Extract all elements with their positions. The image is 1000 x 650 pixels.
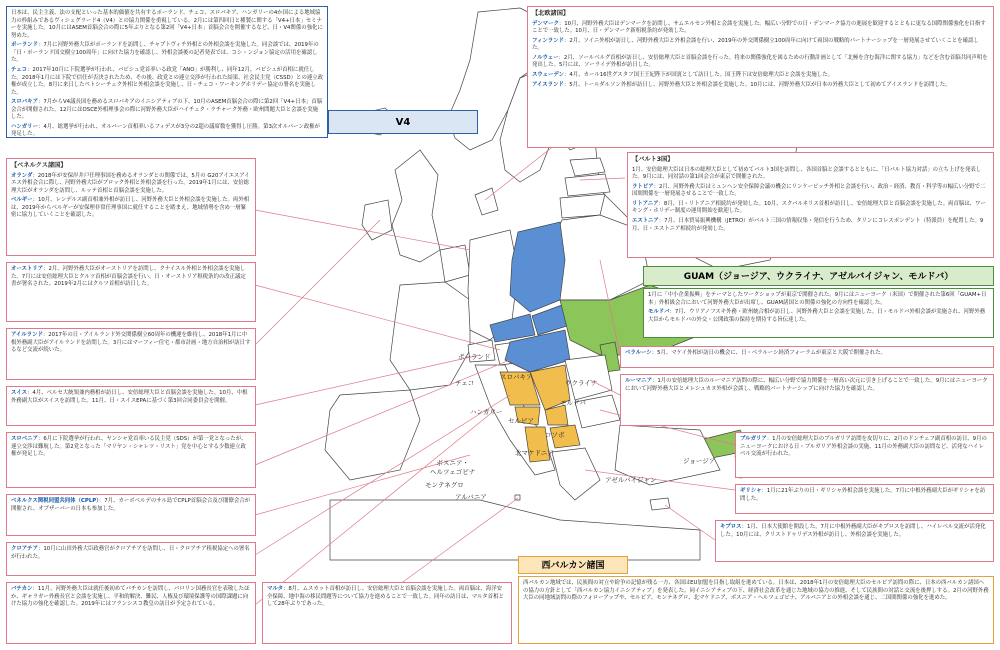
cyprus-box bbox=[715, 520, 994, 562]
swiss-text: ：4月、ベルセ大統領兼内務相が訪日し、安倍総理大臣と首脳会談を実施した。10月、中根外務副大臣がスイスを訪問した。11月、日・スイスEPAに基づく第3回合同委員会を開催。 bbox=[11, 390, 248, 404]
map-label-moldova: モルドバ bbox=[560, 399, 586, 407]
country-poland bbox=[510, 222, 565, 312]
cplp-country: ベネルクス関税同盟共同体（CPLP） bbox=[11, 498, 99, 504]
vatican-box bbox=[6, 582, 256, 644]
nordic-item-text: ：2月、ソイニ外相が訪日し、河野外務大臣と外相会談を行い、2019年の外交関係樹立100周年に向けて両国の戦略的パートナーシップを一層発展させていくことを確認した。 bbox=[532, 37, 979, 52]
benelux-header: 【ベネルクス諸国】 bbox=[11, 162, 67, 169]
guam-intro: 1月に「中小企業振興」をテーマとしたワークショップが東京で開催された。9月にはニューヨーク（米国）で開催された第6回「GUAM+日本」外相級会合において河野外務大臣が出席し、GUAM諸国との関係の強化の方向性を確認した。 bbox=[648, 292, 987, 306]
map-label-albania: アルバニア bbox=[455, 493, 487, 501]
v4-intro: 日本は、民主主義、法の支配といった基本的価値を共有するポーランド、チェコ、スロバキア、ハンガリーの4か国による地域協力の枠組みであるヴィシェグラード4（V4）との協力関係を重視している。2月には第四回日と種製に関する「V4+日本」セミナーを実施した。10月にはASEM首脳会合の際に5年ぶりとなる第2回「V4+日本」首脳会合を開催するなど、日・V4関係の強化に努めた。 bbox=[11, 10, 323, 39]
cplp-box bbox=[6, 494, 256, 536]
baltic-intro: 1月、安倍総理大臣は日本の総理大臣として初めてバルト3国を訪問し、各国首脳と会談するとともに、「日バルト協力対話」の立ち上げを発表した。9月には、同対話の第1回会合が東京で開催された。 bbox=[632, 166, 982, 181]
v4-item-country: チェコ bbox=[11, 66, 28, 73]
v4-item-text: ：2017年10月に下院選挙が行われ、バビシュ党首率いる政党「ANO」が勝利し、同年12月、バビシュが首相に就任した。2018年1月には下院で信任が否決されたため、その後、政党との連立交渉が行われた結果、社会民主党（CSSD）との連立政権が成立した。8月に来日したペトシーチェク外相と外相会談を実施し、日・チェコ・ワーキングホリデー協定の署名を実施した。 bbox=[11, 66, 324, 96]
slovenia-text: ：6月に下院選挙が行われ、ヤンシャ党首率いる民主党（SDS）が第一党となったが、連立交渉は難航した。第2党となった「マリヤン・シャレツ・リスト」党を中心とする少数連立政権が発足した。 bbox=[11, 436, 247, 458]
country-ireland bbox=[362, 200, 392, 240]
cyprus-country: キプロス bbox=[720, 524, 742, 530]
nordic-item-text: ：10月、河野外務大臣はデンマークを訪問し、サムエルセン外相と会談を実施した。幅広い分野での日・デンマーク協力の進展を歓迎するとともに更なる国際関係強化を目指すことで一致した。10月、日・デンマーク新租税条約が発効した。 bbox=[532, 20, 986, 35]
country-spain-portugal bbox=[325, 390, 420, 480]
malta-box bbox=[262, 582, 512, 644]
belarus-country: ベラルーシ bbox=[625, 350, 652, 356]
ireland-country: アイルランド bbox=[11, 332, 43, 338]
baltic-header: 【バルト3国】 bbox=[632, 156, 674, 163]
v4-item-country: スロバキア bbox=[11, 99, 38, 106]
nordic-item-country: フィンランド bbox=[532, 37, 564, 44]
country-france bbox=[390, 282, 470, 390]
belarus-text: ：5月、マケイ外相が訪日の機会に、日・ベラルーシ経済フォーラムが東京と大阪で開催された。 bbox=[651, 350, 886, 356]
baltic-item-country: エストニア bbox=[632, 218, 659, 225]
guam-tag: GUAM（ジョージア、ウクライナ、アゼルバイジャン、モルドバ） bbox=[643, 266, 994, 286]
benelux-item-text: ：2018年が安保岸井戸任理事国を務めるオランダとの関係では、5月の G20アイエスアイエス外相会合に際し、河野外務大臣がブロック外相と外相会談を行った。2019年1月には、安倍総理大臣がオランダを訪問し、ルッテ首相と首脳会談を実施した。 bbox=[11, 172, 250, 194]
balkans-box bbox=[518, 576, 994, 644]
benelux-item-text: ：10月、レンデルス副首相兼外相が訪日し、河野外務大臣と外相会談を実施した。両外相は、2019年からベルギーが安保理非常任理事国に就任することを踏まえ、地域情勢を含め一層緊密に協力していくことを確認した。 bbox=[11, 197, 250, 219]
austria-country: オーストリア bbox=[11, 266, 44, 272]
balkans-text: 西バルカン地域では、民族間の対立や紛争の記憶が残る一方、各国はEU加盟を目指し取組を進めている。日本は、2018年1月の安倍総理大臣のセルビア訪問の際に、日本の西バルカン諸国への協力の方針として「西バルカン協力イニシアティブ」を発表した。同イニシアティブの下、経済社会改革を通じた地域の協力の推進、そして民族間の対話と交流を後押しする。2月の河野外務大臣の同地域訪問の際のフォローアップや、セルビア、モンテネグロ、北マケドニア、ボスニア・ヘルツェゴビナ、アルバニアとの外相会談を通じ、二国間関係の強化を進めた。 bbox=[523, 580, 989, 602]
baltic-item-text: ：2月、河野外務大臣はミュンヘン安全保障会議の機会にリンケービッチ外相と会談を行い、政治・経済、教育・科学等の幅広い分野で二国間関係を一層発展させることで一致した。 bbox=[632, 183, 986, 198]
v4-item-text: ：7月からV4議長国を務めるスロバキアのイニシアティブの下、10月のASEM首脳会合の際に第2回「V4+日本」首脳会合が開催された。12月にはOSCE外相理事会の際に河野外務大臣がハイチェク・ラチャーク外務・欧州問題大臣と会談を実施した。 bbox=[11, 99, 323, 121]
belarus-box bbox=[620, 346, 994, 368]
swiss-box bbox=[6, 386, 256, 426]
benelux-item-country: オランダ bbox=[11, 172, 33, 179]
country-denmark bbox=[475, 188, 498, 215]
country-greece bbox=[552, 448, 600, 500]
slovenia-country: スロベニア bbox=[11, 436, 38, 442]
guam-box bbox=[643, 288, 994, 338]
v4-item-text: ：4月、総選挙が行われ、オルバーン首相率いるフィデスが3分の2超の議席数を獲得し圧勝。第3次オルバーン政権が発足した。 bbox=[11, 123, 320, 138]
cplp-text: ：7月、カーボベルデのサル島でCPLP首脳会合及び閣僚会合が開催され、オブザーバーの日本も参加した。 bbox=[11, 498, 251, 512]
nordic-item-text: ：2月、ソールベルグ首相が訪日し、安倍総理大臣と首脳会談を行った。将来の関係強化を図るための行動計画として「北極を含む海洋に関する協力」などを含む首脳共同声明を発出した。5月には、ソーライデ外相が訪日した。 bbox=[532, 54, 988, 69]
ireland-text: ：2017年の日・アイルランド外交関係樹立60周年の機運を維持し、2018年1月に中根外務副大臣がアイルランドを訪問した。3月にはマーフィー住宅・都市計画・地方自治相が訪日するなど交流が続いた。 bbox=[11, 332, 251, 354]
baltic-item-country: ラトビア bbox=[632, 183, 654, 190]
guam-item-text: ：7月、ウリアノフスキ外務・欧州統合相が訪日し、河野外務大臣と会談を実施した。日・モルドバ外相会談が実施され、河野外務大臣からモルドバの外交・公開政策の保持を期待する旨伝達した。 bbox=[648, 309, 986, 323]
austria-text: ：2月、河野外務大臣がオーストリアを訪問し、クナイスル外相と外相会談を実施した。7月には安倍総理大臣とクルツ首相が首脳会談を行い、日・オーストリア租税条約の改正議定書が署名された。2019年2月にはクルツ首相が訪日した。 bbox=[11, 266, 246, 288]
cyprus-text: ：1月、日本大使館を開設した。7月に中根外務副大臣がキプロスを訪問し、ハイレベル交流が活発化した。10月には、クリストドゥリデス外相が訪日し、外相会談を実施した。 bbox=[720, 524, 986, 538]
malta-text: ：8月、ムスカット首相が訪日し、安倍総理大臣と首脳会談を実施した。両首脳は、海洋安全保障、地中海の移民問題等について協力を進めることで一致した。同年の訪日は、マルタ首相として28年ぶりであった。 bbox=[267, 586, 504, 608]
map-label-ukraine: ウクライナ bbox=[565, 379, 598, 387]
nordic-box bbox=[527, 6, 994, 148]
nordic-item-country: デンマーク bbox=[532, 20, 559, 27]
nordic-item-country: アイスランド bbox=[532, 81, 564, 88]
slovenia-box bbox=[6, 432, 256, 488]
v4-tag: V4 bbox=[328, 110, 478, 134]
romania-text: ：1月の安倍総理大臣のルーマニア訪問の際に、幅広い分野で協力関係を一層高い次元に引き上げることで一致した。9月にはニューヨークにおいて河野外務大臣とメレシュカヌ外相が会談し、戦略的パートナーシップに向けた協力を確認した。 bbox=[625, 378, 988, 392]
country-latvia bbox=[565, 174, 610, 196]
map-label-hungary: ハンガリー bbox=[470, 408, 503, 416]
v4-item-country: ポーランド bbox=[11, 42, 38, 49]
map-label-serbia: セルビア bbox=[508, 417, 534, 425]
map-label-azerbaijan: アゼルバイジャン bbox=[605, 476, 657, 484]
greece-box bbox=[735, 484, 994, 514]
vatican-country: バチカン bbox=[11, 586, 33, 592]
country-netherlands-belgium bbox=[440, 245, 470, 282]
north-africa bbox=[330, 500, 700, 560]
romania-box bbox=[620, 374, 994, 426]
croatia-box bbox=[6, 542, 256, 576]
vatican-text: ：11月、河野外務大臣は就任後初めてバチカンを訪問し、パロリン国務長官を表敬したほか、ギャラガー外務長官と会談を実施し、平和的解決、難民、人権及び環境保護等の国際課題に向けた協力の強化を確認した。2019年にはフランシスコ教皇の訪日が予定されている。 bbox=[11, 586, 250, 608]
v4-box bbox=[6, 6, 328, 138]
benelux-item-country: ベルギー bbox=[11, 197, 33, 204]
baltic-box bbox=[627, 152, 994, 258]
greece-country: ギリシャ bbox=[740, 488, 762, 494]
nordic-item-country: ノルウェー bbox=[532, 54, 559, 61]
map-label-montenegro: モンテネグロ bbox=[425, 481, 464, 489]
baltic-item-country: リトアニア bbox=[632, 200, 659, 207]
ireland-box bbox=[6, 328, 256, 380]
austria-box bbox=[6, 262, 256, 322]
country-cyprus bbox=[650, 498, 670, 510]
croatia-text: ：10月に山田外務大臣政務官がクロアチアを訪問し、日・クロアチア租税協定への署名が行われた。 bbox=[11, 546, 250, 560]
map-label-bosnia: ボスニア・ ヘルツェゴビナ bbox=[430, 459, 476, 476]
guam-item-country: モルドバ bbox=[648, 309, 670, 316]
map-label-macedonia: 北マケドニア bbox=[515, 449, 554, 457]
greece-text: ：1月に21年ぶりの日・ギリシャ外相会談を実施した。7月に中根外務副大臣がギリシャを訪問した。 bbox=[740, 488, 986, 502]
bulgaria-text: ：1月の安倍総理大臣のブルガリア訪問を皮切りに、2月のドンチェフ副首相の訪日、9月のニューヨークにおける日・ブルガリア外相会談の実施、11月の外務副大臣の訪問など、活発なハイレベル交流が行われた。 bbox=[740, 436, 987, 458]
baltic-item-text: ：8月、日・リトアニア相続約が発効した。10月、スクバルネリス首相が訪日し、安倍総理大臣と首脳会談を実施した。両首脳は、ワーキング・ホリデー制度の運用開始を歓迎した。 bbox=[632, 200, 986, 215]
croatia-country: クロアチア bbox=[11, 546, 38, 552]
map-label-kosovo: コソボ bbox=[545, 431, 565, 439]
baltic-item-text: ：7月、日本貿易振興機構（JETRO）がバルト三国の情報収集・発信を行うため、タリンにコレスポンデント（特派員）を配置した。9月、日・エストニア相続約が発効した。 bbox=[632, 218, 984, 232]
map-label-czech: チェコ bbox=[455, 379, 475, 387]
nordic-item-country: スウェーデン bbox=[532, 72, 565, 79]
nordic-header: 【北欧諸国】 bbox=[532, 10, 570, 17]
country-lithuania bbox=[560, 194, 605, 218]
v4-item-text: ：7月に河野外務大臣がポーランドを訪問し、チャプトヴィチ外相との外相会談を実施した。同会談では、2019年の「日・ポーランド国交樹立100周年」に向けた協力を確認し、外相会談後の記者発表では、コシ・ンジョン協定の活用を確認した。 bbox=[11, 42, 319, 64]
bulgaria-box bbox=[735, 432, 994, 478]
country-uk bbox=[392, 150, 440, 262]
romania-country: ルーマニア bbox=[625, 378, 652, 384]
bulgaria-country: ブルガリア bbox=[740, 436, 767, 442]
v4-item-country: ハンガリー bbox=[11, 123, 38, 130]
nordic-item-text: ：5月、トールダルソン外相が訪日し、河野外務大臣と外相会談を実施した。10月には、河野外務大臣が日本の外務大臣として初めてアイスランドを訪問した。 bbox=[563, 81, 951, 88]
map-label-poland: ポーランド bbox=[458, 353, 491, 361]
benelux-box bbox=[6, 158, 256, 256]
nordic-item-text: ：4月、カール16世グスタフ国王王妃陛下が国賓として訪日した。国王陛下は安倍総理大臣と会談を実施した。 bbox=[564, 72, 833, 79]
map-label-georgia: ジョージア bbox=[683, 457, 716, 465]
malta-country: マルタ bbox=[267, 586, 283, 592]
swiss-country: スイス bbox=[11, 390, 28, 396]
map-label-slovakia: スロバキア bbox=[500, 373, 533, 381]
balkans-tag: 西バルカン諸国 bbox=[518, 556, 628, 574]
